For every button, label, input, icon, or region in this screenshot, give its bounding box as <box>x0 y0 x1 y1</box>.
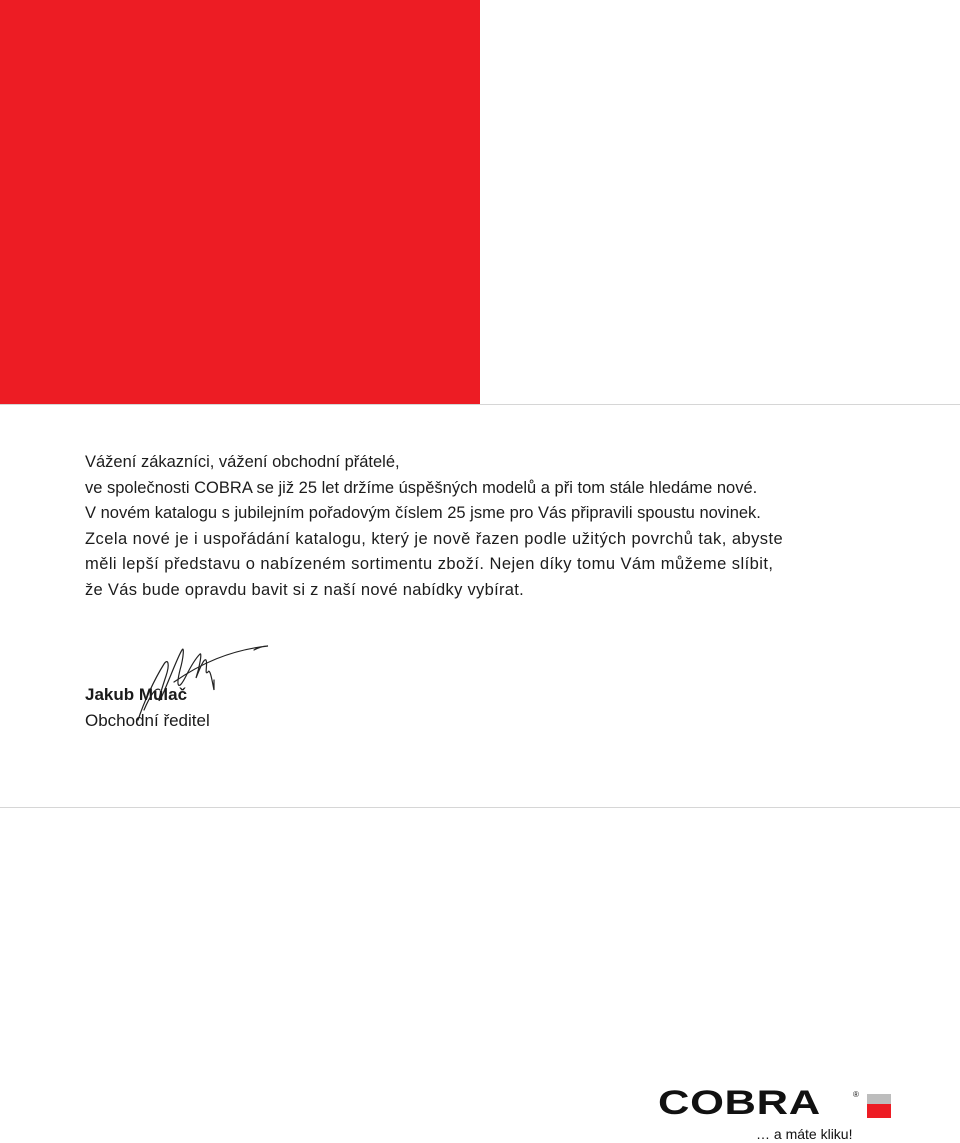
letter-line: V novém katalogu s jubilejním pořadovým číslem 25 jsme pro Vás připravili spoustu novinek. <box>85 504 761 523</box>
red-color-block <box>0 0 480 404</box>
letter-line: že Vás bude opravdu bavit si z naší nové nabídky vybírat. <box>85 580 525 599</box>
signatory-name: Jakub Mulač <box>85 685 188 704</box>
divider-bottom <box>0 807 960 808</box>
signatory-title: Obchodní ředitel <box>85 711 210 730</box>
letter-line: Zcela nové je i uspořádání katalogu, který je nově řazen podle užitých povrchů tak, abyste <box>85 529 784 548</box>
letter-line: měli lepší představu o nabízeném sortimentu zboží. Nejen díky tomu Vám můžeme slíbit, <box>85 555 774 574</box>
signature-block <box>85 682 210 734</box>
logo-wordmark: COBRA <box>658 1084 821 1122</box>
brand-tagline: … a máte kliku! <box>756 1126 853 1142</box>
letter-body <box>85 450 885 604</box>
logo-square-icon <box>867 1094 891 1118</box>
letter-line: ve společnosti COBRA se již 25 let držíme úspěšných modelů a při tom stále hledáme nové. <box>85 478 758 497</box>
divider-top <box>0 404 960 405</box>
letter-line: Vážení zákazníci, vážení obchodní přátelé, <box>85 453 400 471</box>
registered-mark: ® <box>853 1090 859 1099</box>
